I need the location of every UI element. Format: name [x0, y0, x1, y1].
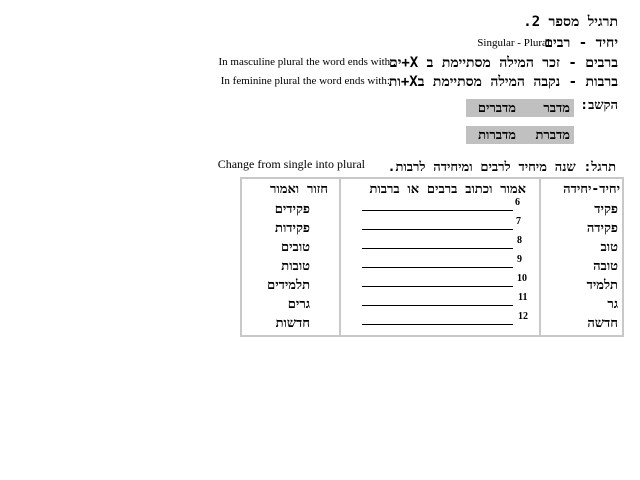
- singular-word: טוב: [600, 240, 618, 255]
- column-header-repeat: חזור ואמור: [270, 182, 328, 197]
- practice-instruction-hebrew: שנה מיחיד לרבים ומיחידה לרבות.: [387, 160, 576, 175]
- singular-word: תלמיד: [586, 278, 618, 293]
- answer-line[interactable]: [362, 324, 513, 325]
- column-header-singular: יחיד-יחידה: [563, 182, 620, 197]
- singular-word: פקידה: [586, 221, 618, 236]
- plural-word: פקידות: [275, 221, 310, 236]
- plural-word: פקידים: [274, 202, 310, 217]
- exercise-title: תרגיל מספר 2.: [523, 14, 618, 30]
- example-singular-masculine: מדבר: [543, 101, 570, 116]
- practice-label: [388, 159, 616, 175]
- singular-plural-english: Singular - Plural: [477, 37, 550, 49]
- item-number: 12: [518, 311, 528, 322]
- column-divider: [339, 179, 341, 335]
- singular-word: פקיד: [594, 202, 618, 217]
- exercise-table: [240, 177, 624, 337]
- example-masculine-box: [466, 99, 574, 117]
- item-number: 11: [518, 292, 528, 303]
- answer-line[interactable]: [362, 248, 513, 249]
- plural-word: חדשות: [275, 316, 310, 331]
- item-number: 6: [515, 197, 520, 208]
- item-number: 9: [517, 254, 522, 265]
- example-feminine-box: [466, 126, 574, 144]
- example-singular-feminine: מדברת: [535, 128, 570, 143]
- singular-word: טובה: [593, 259, 618, 274]
- feminine-rule-hebrew: ברבות - נקבה המילה מסתיימת בX+ות: [388, 74, 618, 90]
- practice-label-text: תרגל:: [583, 160, 616, 175]
- example-plural-masculine: מדברים: [477, 101, 516, 116]
- feminine-rule-english: In feminine plural the word ends with:: [220, 75, 390, 87]
- plural-word: גרים: [287, 297, 310, 312]
- singular-plural-heading: יחיד - רבים: [544, 35, 618, 51]
- singular-word: גר: [607, 297, 618, 312]
- masculine-rule-hebrew: ברבים - זכר המילה מסתיימת ב X+ים: [388, 55, 618, 71]
- answer-line[interactable]: [362, 267, 513, 268]
- listen-label: הקשב:: [580, 98, 618, 113]
- example-plural-feminine: מדברות: [478, 128, 516, 143]
- answer-line[interactable]: [362, 210, 513, 211]
- column-header-write: אמור וכתוב ברבים או ברבות: [369, 182, 526, 197]
- item-number: 7: [516, 216, 521, 227]
- answer-line[interactable]: [362, 286, 513, 287]
- answer-line[interactable]: [362, 229, 513, 230]
- item-number: 10: [517, 273, 527, 284]
- answer-line[interactable]: [362, 305, 513, 306]
- plural-word: טובים: [281, 240, 310, 255]
- practice-instruction-english: Change from single into plural: [217, 157, 365, 171]
- item-number: 8: [517, 235, 522, 246]
- plural-word: טובות: [281, 259, 310, 274]
- column-divider: [539, 179, 541, 335]
- plural-word: תלמידים: [267, 278, 310, 293]
- singular-word: חדשה: [587, 316, 618, 331]
- masculine-rule-english: In masculine plural the word ends with :: [218, 56, 396, 68]
